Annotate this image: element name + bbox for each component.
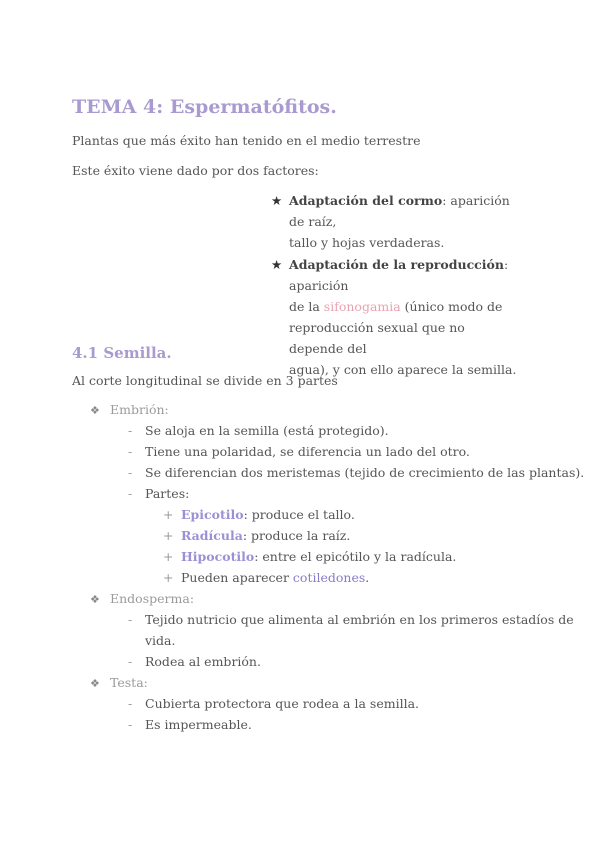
section-heading: 4.1 Semilla. — [72, 344, 172, 362]
list-item: Es impermeable. — [145, 717, 252, 732]
dash-bullet: - — [128, 696, 133, 711]
list-item: Tiene una polaridad, se diferencia un lado del otro. — [145, 444, 470, 459]
star-icon: ★ — [271, 257, 283, 272]
factor-text-cont: agua), y con ello aparece la semilla. — [289, 362, 517, 377]
list-item: Rodea al embrión. — [145, 654, 261, 669]
factor-text-cont: de la — [289, 299, 324, 314]
dash-bullet: - — [128, 486, 133, 501]
factor-text-cont: reproducción sexual que no depende del — [289, 320, 465, 356]
part-label: Testa: — [110, 675, 148, 690]
list-subitem: Hipocotilo: entre el epicótilo y la radícula. — [181, 549, 457, 564]
dash-bullet: - — [128, 423, 133, 438]
factor-text: : aparición de raíz, — [289, 193, 510, 229]
star-icon: ★ — [271, 193, 283, 208]
plus-bullet: + — [163, 507, 174, 522]
factors-list — [271, 190, 521, 381]
intro-line-2: Este éxito viene dado por dos factores: — [72, 163, 319, 178]
dash-bullet: - — [128, 612, 133, 627]
factor-text: : aparición — [289, 257, 509, 293]
list-item: Se aloja en la semilla (está protegido). — [145, 423, 389, 438]
list-subitem: Epicotilo: produce el tallo. — [181, 507, 355, 522]
factor-item — [271, 190, 521, 253]
factor-item — [271, 254, 521, 380]
list-item: Tejido nutricio que alimenta al embrión en los primeros estadíos de — [145, 612, 574, 627]
plus-bullet: + — [163, 549, 174, 564]
part-label: Embrión: — [110, 402, 169, 417]
list-subitem: Pueden aparecer cotiledones. — [181, 570, 370, 585]
section-intro: Al corte longitudinal se divide en 3 partes — [72, 373, 338, 388]
dash-bullet: - — [128, 654, 133, 669]
dash-bullet: - — [128, 717, 133, 732]
dash-bullet: - — [128, 465, 133, 480]
intro-line-1: Plantas que más éxito han tenido en el medio terrestre — [72, 133, 421, 148]
factor-term: Adaptación de la reproducción — [289, 257, 504, 272]
plus-bullet: + — [163, 528, 174, 543]
factor-text-cont: tallo y hojas verdaderas. — [289, 235, 445, 250]
list-item: Cubierta protectora que rodea a la semilla. — [145, 696, 419, 711]
factor-text-cont: (único modo de — [400, 299, 503, 314]
factor-term: Adaptación del cormo — [289, 193, 443, 208]
list-item: Se diferencian dos meristemas (tejido de crecimiento de las plantas). — [145, 465, 585, 480]
dash-bullet: - — [128, 444, 133, 459]
plus-bullet: + — [163, 570, 174, 585]
page-title: TEMA 4: Espermatófitos. — [72, 96, 337, 118]
diamond-bullet-icon: ❖ — [90, 677, 100, 690]
list-item: Partes: — [145, 486, 190, 501]
list-subitem: Radícula: produce la raíz. — [181, 528, 351, 543]
part-label: Endosperma: — [110, 591, 195, 606]
list-item-cont: vida. — [145, 633, 176, 648]
highlight-term: sifonogamia — [323, 299, 401, 314]
diamond-bullet-icon: ❖ — [90, 593, 100, 606]
diamond-bullet-icon: ❖ — [90, 404, 100, 417]
